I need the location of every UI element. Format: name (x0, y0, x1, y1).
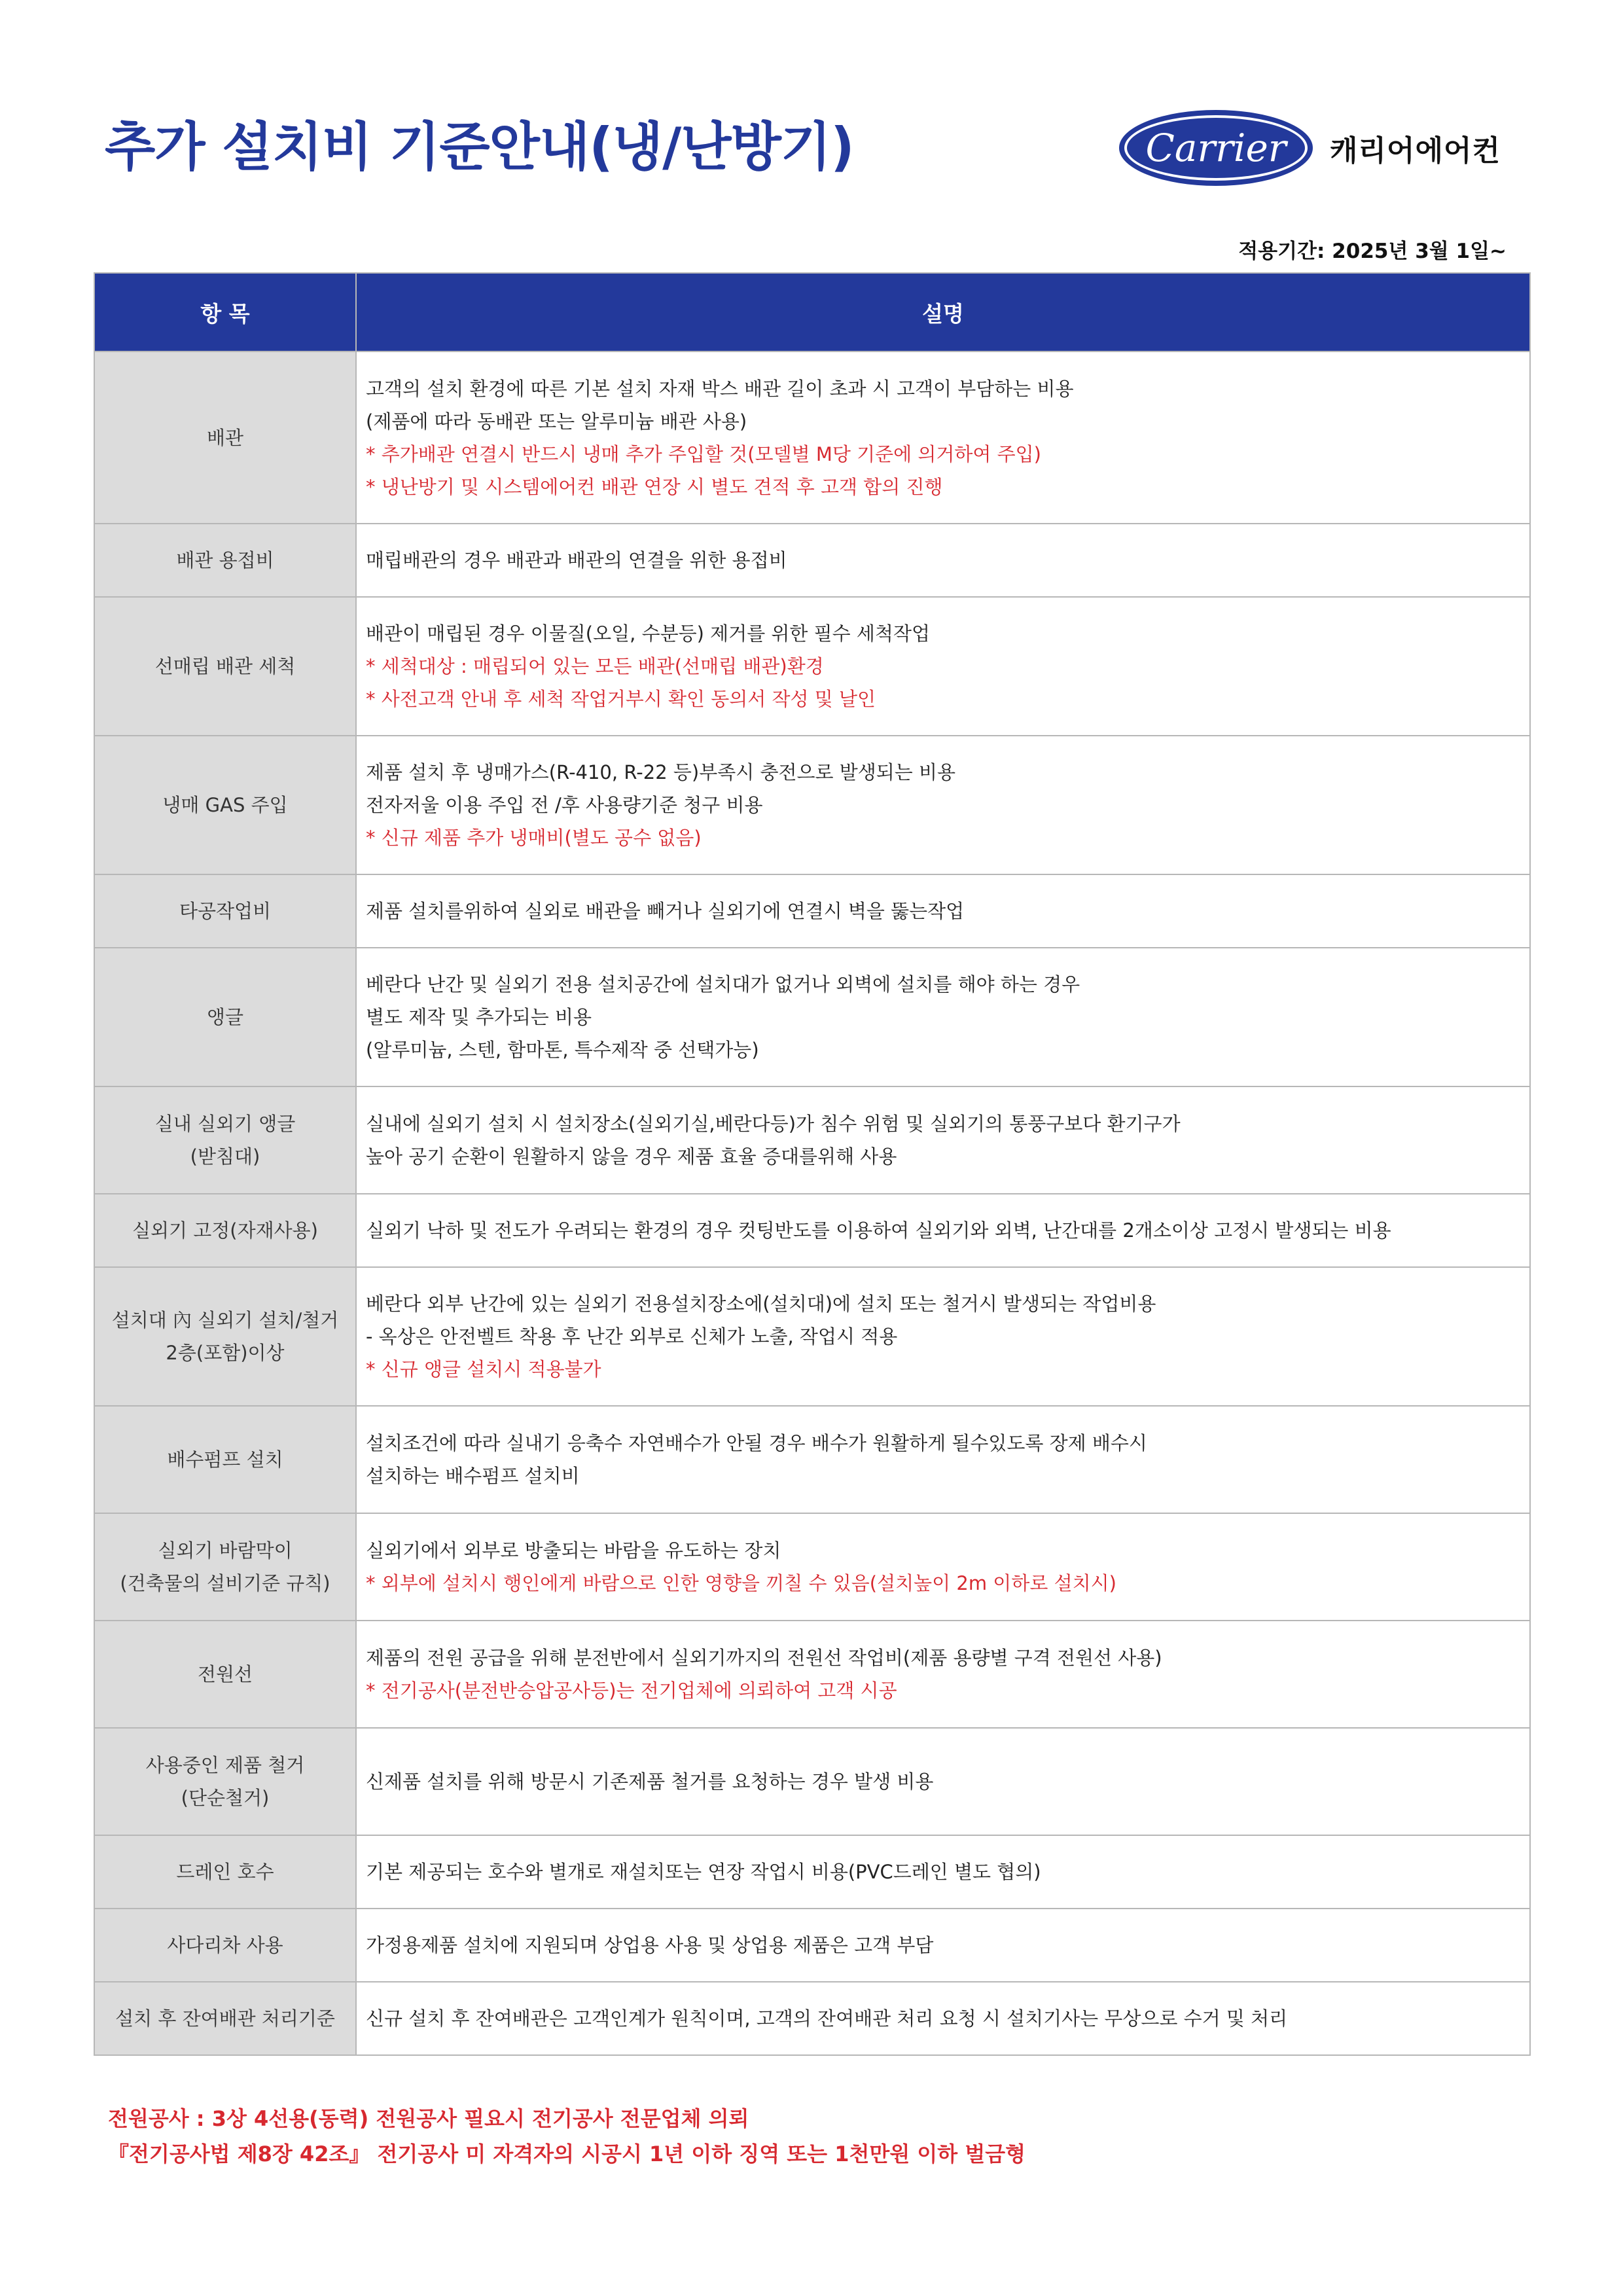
description-warning-line: * 사전고객 안내 후 세척 작업거부시 확인 동의서 작성 및 날인 (366, 688, 876, 710)
table-row (94, 1267, 1530, 1406)
page-title: 추가 설치비 기준안내(냉/난방기) (105, 117, 854, 177)
description-warning-line: * 외부에 설치시 행인에게 바람으로 인한 영향을 끼칠 수 있음(설치높이 2m 이하로 설치시) (366, 1572, 1116, 1594)
footer-line-power-work: 전원공사 : 3상 4선용(동력) 전원공사 필요시 전기공사 전문업체 의뢰 (108, 2106, 749, 2131)
description-cell (356, 1513, 1530, 1621)
item-column-header: 항 목 (94, 273, 356, 351)
description-line: 기본 제공되는 호수와 별개로 재설치또는 연장 작업시 비용(PVC드레인 별도 협의) (366, 1861, 1041, 1883)
description-cell (356, 1909, 1530, 1982)
item-cell (94, 1728, 356, 1835)
description-cell (356, 1728, 1530, 1835)
item-cell (94, 874, 356, 948)
item-cell (94, 1982, 356, 2055)
item-cell (94, 1267, 356, 1406)
item-cell (94, 351, 356, 524)
item-label: 2층(포함)이상 (166, 1342, 285, 1364)
table-row (94, 874, 1530, 948)
item-cell (94, 524, 356, 597)
item-label: 배관 용접비 (176, 549, 274, 571)
description-cell (356, 1621, 1530, 1728)
table-row (94, 524, 1530, 597)
carrier-logo (1119, 110, 1501, 186)
description-cell (356, 1267, 1530, 1406)
table-body (94, 351, 1530, 2055)
table-row (94, 1835, 1530, 1909)
description-cell (356, 597, 1530, 736)
carrier-logo-text: Carrier (1145, 126, 1287, 170)
table-row (94, 948, 1530, 1086)
table-row (94, 1728, 1530, 1835)
description-cell (356, 1194, 1530, 1267)
install-fee-table (94, 272, 1531, 2056)
effective-period: 적용기간: 2025년 3월 1일~ (1238, 240, 1507, 263)
item-label: 사다리차 사용 (167, 1934, 283, 1956)
description-cell (356, 874, 1530, 948)
item-label: (받침대) (190, 1145, 260, 1168)
item-cell (94, 948, 356, 1086)
description-line: 베란다 외부 난간에 있는 실외기 전용설치장소에(설치대)에 설치 또는 철거시 발생되는 작업비용 (366, 1293, 1156, 1315)
description-warning-line: * 전기공사(분전반승압공사등)는 전기업체에 의뢰하여 고객 시공 (366, 1679, 897, 1702)
table-row (94, 597, 1530, 736)
description-line: 높아 공기 순환이 원활하지 않을 경우 제품 효율 증대를위해 사용 (366, 1145, 897, 1168)
description-warning-line: * 세척대상 : 매립되어 있는 모든 배관(선매립 배관)환경 (366, 655, 824, 677)
table-row (94, 1513, 1530, 1621)
carrier-logo-oval (1119, 110, 1313, 186)
table-row (94, 1194, 1530, 1267)
item-label: 실외기 고정(자재사용) (132, 1219, 318, 1242)
description-cell (356, 736, 1530, 874)
table-row (94, 351, 1530, 524)
description-line: 매립배관의 경우 배관과 배관의 연결을 위한 용접비 (366, 549, 787, 571)
item-label: 실외기 바람막이 (158, 1539, 293, 1562)
description-line: 고객의 설치 환경에 따른 기본 설치 자재 박스 배관 길이 초과 시 고객이 부담하는 비용 (366, 377, 1074, 400)
item-cell (94, 1406, 356, 1513)
item-label: (단순철거) (181, 1787, 270, 1809)
description-line: 제품 설치 후 냉매가스(R-410, R-22 등)부족시 충전으로 발생되는 비용 (366, 761, 956, 783)
item-label: 배수펌프 설치 (167, 1448, 283, 1471)
description-cell (356, 1982, 1530, 2055)
item-cell (94, 1194, 356, 1267)
description-line: 가정용제품 설치에 지원되며 상업용 사용 및 상업용 제품은 고객 부담 (366, 1934, 934, 1956)
description-warning-line: * 신규 제품 추가 냉매비(별도 공수 없음) (366, 827, 702, 849)
description-line: 설치하는 배수펌프 설치비 (366, 1465, 580, 1487)
item-cell (94, 1086, 356, 1194)
table-row (94, 1086, 1530, 1194)
description-line: 제품의 전원 공급을 위해 분전반에서 실외기까지의 전원선 작업비(제품 용량별 구격 전원선 사용) (366, 1647, 1162, 1669)
description-cell (356, 351, 1530, 524)
description-column-header: 설명 (356, 273, 1530, 351)
item-cell (94, 736, 356, 874)
table-row (94, 1621, 1530, 1728)
item-label: 배관 (206, 426, 244, 449)
table-row (94, 1982, 1530, 2055)
item-label: 설치 후 잔여배관 처리기준 (115, 2007, 335, 2030)
description-line: 별도 제작 및 추가되는 비용 (366, 1006, 592, 1028)
description-line: - 옥상은 안전벨트 착용 후 난간 외부로 신체가 노출, 작업시 적용 (366, 1325, 898, 1348)
description-warning-line: * 냉난방기 및 시스템에어컨 배관 연장 시 별도 견적 후 고객 합의 진행 (366, 475, 943, 498)
carrier-logo-korean: 캐리어에어컨 (1330, 134, 1501, 168)
description-line: 신규 설치 후 잔여배관은 고객인계가 원칙이며, 고객의 잔여배관 처리 요청 시 설치기사는 무상으로 수거 및 처리 (366, 2007, 1288, 2030)
item-cell (94, 597, 356, 736)
item-cell (94, 1835, 356, 1909)
footer-line-legal: 『전기공사법 제8장 42조』 전기공사 미 자격자의 시공시 1년 이하 징역 또는 1천만원 이하 벌금형 (108, 2142, 1026, 2166)
description-line: 실외기 낙하 및 전도가 우려되는 환경의 경우 컷팅반도를 이용하여 실외기와 외벽, 난간대를 2개소이상 고정시 발생되는 비용 (366, 1219, 1391, 1242)
item-label: 냉매 GAS 주입 (162, 794, 288, 816)
item-label: 설치대 內 실외기 설치/철거 (111, 1309, 339, 1331)
item-label: 드레인 호수 (176, 1861, 274, 1883)
description-line: 신제품 설치를 위해 방문시 기존제품 철거를 요청하는 경우 발생 비용 (366, 1770, 934, 1793)
table-row (94, 1909, 1530, 1982)
item-label: 타공작업비 (179, 900, 272, 922)
description-line: (알루미늄, 스텐, 함마톤, 특수제작 중 선택가능) (366, 1039, 759, 1061)
description-warning-line: * 추가배관 연결시 반드시 냉매 추가 주입할 것(모델별 M당 기준에 의거하여 주입) (366, 442, 1041, 465)
description-warning-line: * 신규 앵글 설치시 적용불가 (366, 1358, 601, 1380)
item-label: 실내 실외기 앵글 (154, 1113, 296, 1135)
table-row (94, 736, 1530, 874)
description-line: 배관이 매립된 경우 이물질(오일, 수분등) 제거를 위한 필수 세척작업 (366, 622, 930, 645)
table-row (94, 1406, 1530, 1513)
description-line: 베란다 난간 및 실외기 전용 설치공간에 설치대가 없거나 외벽에 설치를 해야 하는 경우 (366, 973, 1080, 996)
footer-notice (108, 2101, 1026, 2172)
item-cell (94, 1909, 356, 1982)
description-cell (356, 948, 1530, 1086)
description-line: (제품에 따라 동배관 또는 알루미늄 배관 사용) (366, 410, 747, 433)
description-line: 실외기에서 외부로 방출되는 바람을 유도하는 장치 (366, 1539, 781, 1562)
description-cell (356, 1835, 1530, 1909)
item-label: 사용중인 제품 철거 (145, 1754, 305, 1776)
description-line: 설치조건에 따라 실내기 응축수 자연배수가 안될 경우 배수가 원활하게 될수있도록 장제 배수시 (366, 1432, 1147, 1454)
item-label: 앵글 (206, 1006, 244, 1028)
item-cell (94, 1513, 356, 1621)
item-cell (94, 1621, 356, 1728)
item-label: 선매립 배관 세척 (154, 655, 296, 677)
item-label: (건축물의 설비기준 규칙) (120, 1572, 330, 1594)
description-line: 실내에 실외기 설치 시 설치장소(실외기실,베란다등)가 침수 위험 및 실외기의 통풍구보다 환기구가 (366, 1113, 1181, 1135)
description-line: 전자저울 이용 주입 전 /후 사용량기준 청구 비용 (366, 794, 763, 816)
description-line: 제품 설치를위하여 실외로 배관을 빼거나 실외기에 연결시 벽을 뚫는작업 (366, 900, 965, 922)
table-header-row (94, 273, 1530, 351)
description-cell (356, 1406, 1530, 1513)
item-label: 전원선 (197, 1663, 253, 1685)
description-cell (356, 1086, 1530, 1194)
description-cell (356, 524, 1530, 597)
